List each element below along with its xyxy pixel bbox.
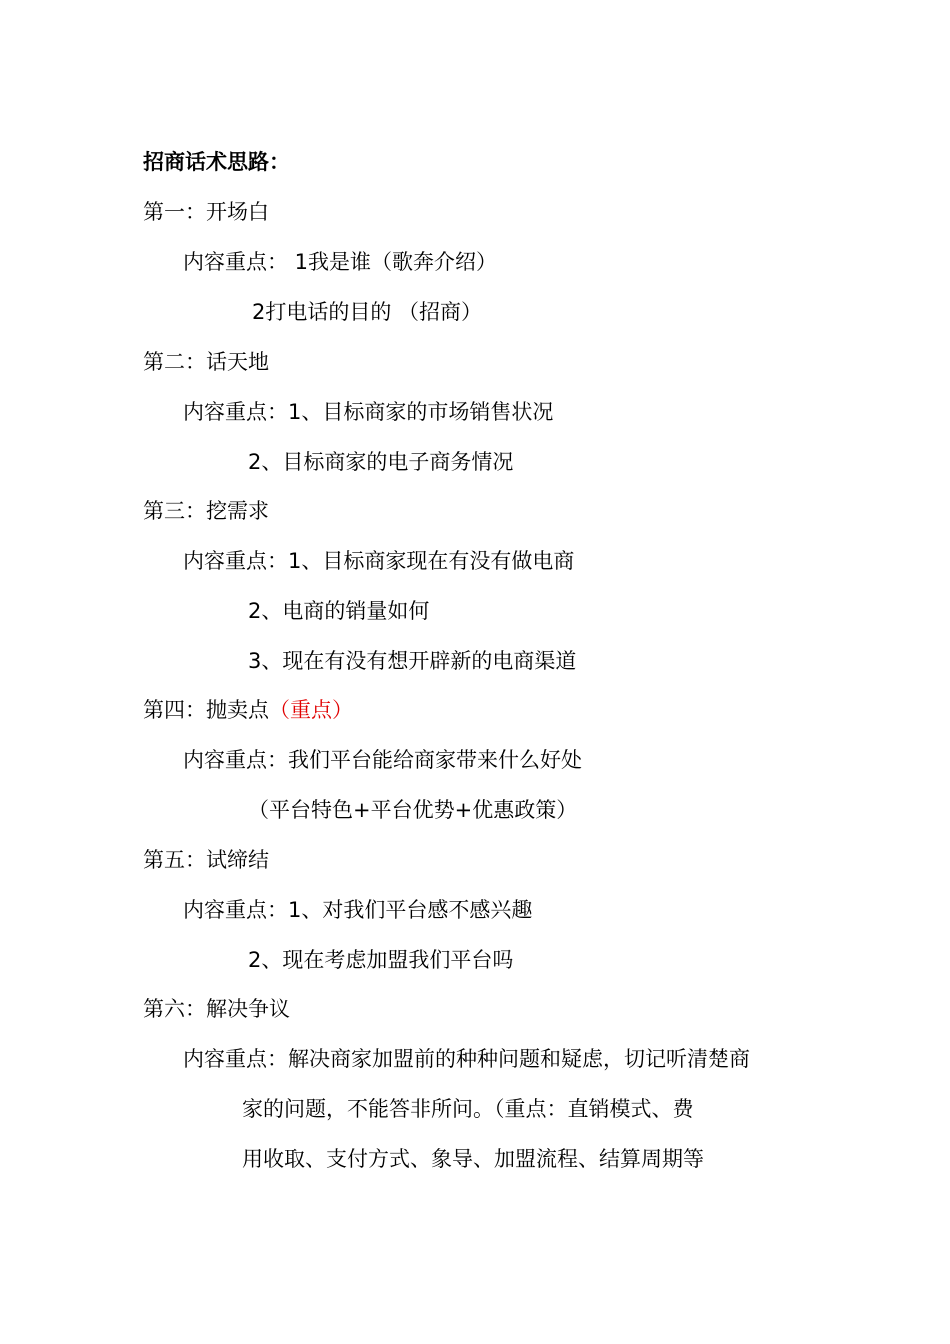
section-line: 家的问题，不能答非所问。（重点：直销模式、费 — [242, 1097, 694, 1121]
document-title: 招商话术思路： — [143, 150, 290, 174]
section-line: 内容重点：我们平台能给商家带来什么好处 — [183, 748, 582, 772]
section-heading: 第一：开场白 — [143, 200, 269, 224]
section-line: 内容重点：1、对我们平台感不感兴趣 — [183, 898, 533, 922]
section-line: 内容重点：解决商家加盟前的种种问题和疑虑，切记听清楚商 — [183, 1047, 750, 1071]
section-heading-row — [143, 696, 353, 724]
section-line: 2、目标商家的电子商务情况 — [248, 450, 514, 474]
section-line: 内容重点： 1我是谁（歌奔介绍） — [183, 250, 498, 274]
section-line: （平台特色+平台优势+优惠政策） — [248, 798, 578, 822]
section-line: 用收取、支付方式、象导、加盟流程、结算周期等 — [242, 1147, 704, 1171]
section-line: 内容重点：1、目标商家的市场销售状况 — [183, 400, 554, 424]
section-heading: 第二：话天地 — [143, 350, 269, 374]
section-line: 内容重点：1、目标商家现在有没有做电商 — [183, 549, 575, 573]
section-line: 2打电话的目的 （招商） — [252, 300, 483, 324]
section-line: 2、现在考虑加盟我们平台吗 — [248, 948, 514, 972]
section-heading: 第六：解决争议 — [143, 997, 290, 1021]
section-heading: 第五：试缔结 — [143, 848, 269, 872]
emphasis-note: （重点） — [269, 698, 353, 722]
section-heading: 第三：挖需求 — [143, 499, 269, 523]
section-line: 3、现在有没有想开辟新的电商渠道 — [248, 649, 577, 673]
section-line: 2、电商的销量如何 — [248, 599, 430, 623]
section-heading: 第四：抛卖点 — [143, 698, 269, 722]
